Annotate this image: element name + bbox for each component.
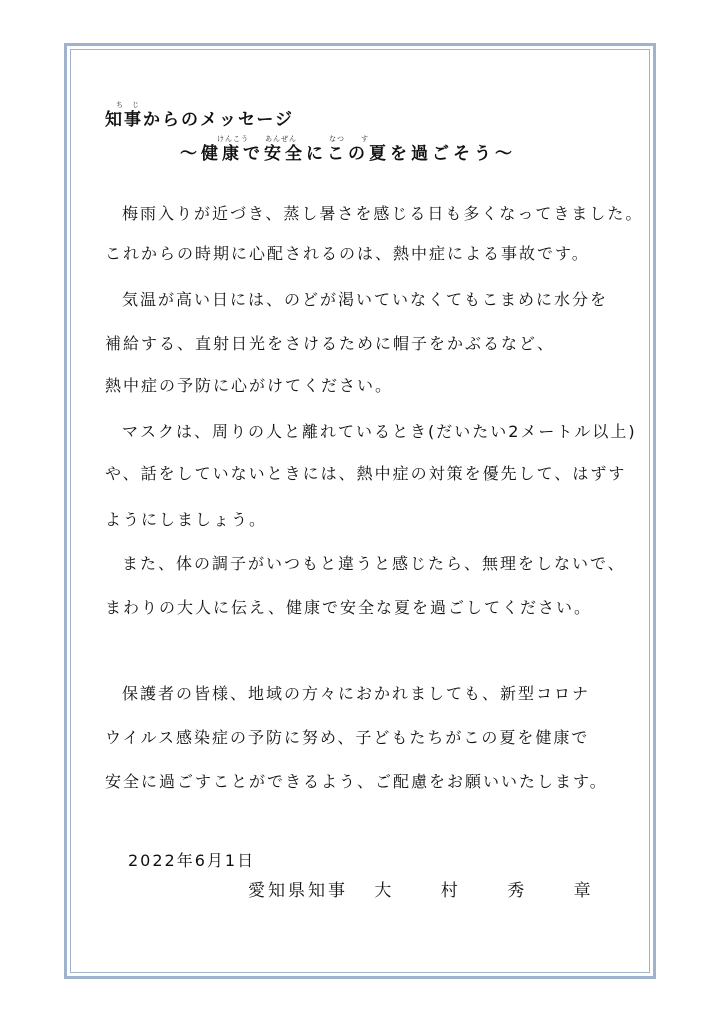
- title-ruby: ち じ: [116, 101, 140, 109]
- document-subtitle: ～健康で安全にこの夏を過ごそう～: [180, 144, 516, 164]
- signature-name: 大 村 秀 章: [374, 881, 613, 901]
- date: 2022年6月1日: [128, 851, 256, 870]
- paragraph-3-line-3: ようにしましょう。: [105, 510, 268, 529]
- signature: [248, 876, 613, 901]
- paragraph-2-line-2: 補給する、直射日光をさけるために帽子をかぶるなど、: [105, 334, 556, 353]
- paragraph-4-line-1: また、体の調子がいつもと違うと感じたら、無理をしないで、: [122, 554, 626, 573]
- paragraph-4-line-2: まわりの大人に伝え、健康で安全な夏を過ごしてください。: [105, 598, 592, 617]
- paragraph-2-line-3: 熱中症の予防に心がけてください。: [105, 376, 394, 395]
- subtitle-ruby: けんこう あんぜん なつ す: [217, 135, 369, 143]
- signature-role: 愛知県知事: [248, 881, 348, 901]
- paragraph-3-line-2: や、話をしていないときには、熱中症の対策を優先して、はずす: [105, 464, 627, 483]
- paragraph-1-line-2: これからの時期に心配されるのは、熱中症による事故です。: [105, 244, 590, 263]
- document-title: 知事からのメッセージ: [105, 110, 294, 130]
- paragraph-1-line-1: 梅雨入りが近づき、蒸し暑さを感じる日も多くなってきました。: [122, 204, 644, 223]
- paragraph-2-line-1: 気温が高い日には、のどが渇いていなくてもこまめに水分を: [122, 290, 609, 309]
- paragraph-5-line-1: 保護者の皆様、地域の方々におかれましても、新型コロナ: [122, 684, 591, 703]
- paragraph-5-line-3: 安全に過ごすことができるよう、ご配慮をお願いいたします。: [105, 772, 608, 791]
- paragraph-5-line-2: ウイルス感染症の予防に努め、子どもたちがこの夏を健康で: [105, 728, 590, 747]
- paragraph-3-line-1: マスクは、周りの人と離れているとき(だいたい2メートル以上): [122, 422, 637, 441]
